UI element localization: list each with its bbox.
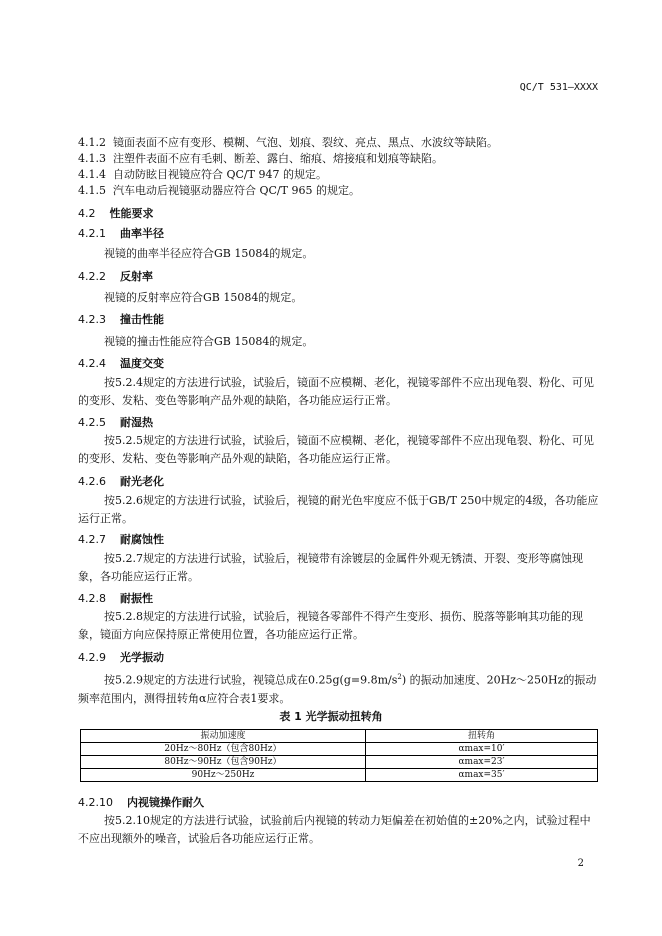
section-title: 耐光老化	[120, 475, 164, 488]
section-heading-4-2-6	[78, 473, 164, 489]
clause-text: 镜面表面不应有变形、模糊、气泡、划痕、裂纹、亮点、黑点、水波纹等缺陷。	[113, 136, 498, 149]
section-number: 4.2.6	[78, 475, 106, 488]
section-number: 4.2	[78, 207, 96, 220]
superscript: 2	[397, 673, 402, 681]
paragraph-text-part: 按5.2.9规定的方法进行试验，视镜总成在0.25g(g=9.8m/s	[104, 673, 398, 687]
clause-number: 4.1.2	[78, 136, 106, 149]
clause-4-1-4	[78, 168, 327, 182]
section-heading-4-2-2	[78, 268, 153, 284]
section-title: 曲率半径	[120, 227, 164, 240]
table-cell: αmax=10′	[366, 743, 598, 756]
section-number: 4.2.5	[78, 416, 106, 429]
section-heading-4-2-5	[78, 414, 153, 430]
clause-number: 4.1.4	[78, 168, 106, 181]
section-number: 4.2.2	[78, 270, 106, 283]
paragraph-4-2-4: 按5.2.4规定的方法进行试验，试验后，镜面不应模糊、老化，视镜零部件不应出现龟裂、粉化、可见的变形、发粘、变色等影响产品外观的缺陷，各功能应运行正常。	[78, 376, 594, 407]
paragraph-4-2-7: 按5.2.7规定的方法进行试验，试验后，视镜带有涂镀层的金属件外观无锈渍、开裂、变形等腐蚀现象，各功能应运行正常。	[78, 552, 583, 583]
clause-number: 4.1.3	[78, 152, 106, 165]
table-cell: 20Hz～80Hz（包含80Hz）	[81, 743, 366, 756]
section-number: 4.2.8	[78, 592, 106, 605]
section-title: 光学振动	[120, 651, 164, 664]
section-title: 温度交变	[120, 357, 164, 370]
vibration-table	[80, 729, 598, 782]
paragraph-4-2-9	[78, 668, 600, 708]
section-heading-4-2-9	[78, 649, 164, 665]
clause-4-1-5	[78, 184, 360, 198]
paragraph-4-2-6: 按5.2.6规定的方法进行试验，试验后，视镜的耐光色牢度应不低于GB/T 250中规定的4级，各功能应运行正常。	[78, 494, 599, 525]
table-caption: 表 1 光学振动扭转角	[279, 710, 383, 723]
section-heading-4-2-3	[78, 311, 164, 327]
section-heading-4-2-7	[78, 531, 164, 547]
paragraph-4-2-3: 视镜的撞击性能应符合GB 15084的规定。	[104, 335, 314, 348]
section-heading-4-2-1	[78, 225, 164, 241]
section-title: 耐湿热	[120, 416, 153, 429]
paragraph-4-2-8: 按5.2.8规定的方法进行试验，试验后，视镜各零部件不得产生变形、损伤、脱落等影响其功能的现象，镜面方向应保持原正常使用位置，各功能应运行正常。	[78, 610, 583, 641]
table-header-row	[81, 730, 598, 743]
table-cell: αmax=35′	[366, 769, 598, 782]
table-cell: 80Hz～90Hz（包含90Hz）	[81, 756, 366, 769]
section-number: 4.2.10	[78, 796, 113, 809]
clause-4-1-2	[78, 136, 498, 150]
section-number: 4.2.4	[78, 357, 106, 370]
column-header: 振动加速度	[81, 730, 366, 743]
section-title: 耐腐蚀性	[120, 533, 164, 546]
column-header: 扭转角	[366, 730, 598, 743]
section-heading-4-2-8	[78, 590, 153, 606]
section-title: 反射率	[120, 270, 153, 283]
paragraph-4-2-10: 按5.2.10规定的方法进行试验，试验前后内视镜的转动力矩偏差在初始值的±20%之内，试验过程中不应出现额外的噪音，试验后各功能应运行正常。	[78, 814, 591, 845]
table-row	[81, 743, 598, 756]
clause-number: 4.1.5	[78, 184, 106, 197]
section-heading-4-2-4	[78, 355, 164, 371]
section-number: 4.2.9	[78, 651, 106, 664]
clause-text: 自动防眩目视镜应符合 QC/T 947 的规定。	[113, 168, 327, 181]
section-heading-4-2	[78, 205, 154, 221]
paragraph-4-2-1: 视镜的曲率半径应符合GB 15084的规定。	[104, 247, 314, 260]
section-heading-4-2-10	[78, 794, 204, 810]
section-number: 4.2.3	[78, 313, 106, 326]
clause-text: 注塑件表面不应有毛刺、断差、露白、缩痕、熔接痕和划痕等缺陷。	[113, 152, 443, 165]
section-title: 撞击性能	[120, 313, 164, 326]
section-title: 耐振性	[120, 592, 153, 605]
table-row	[81, 756, 598, 769]
paragraph-4-2-2: 视镜的反射率应符合GB 15084的规定。	[104, 291, 303, 304]
table-cell: αmax=23′	[366, 756, 598, 769]
paragraph-4-2-5: 按5.2.5规定的方法进行试验，试验后，镜面不应模糊、老化，视镜零部件不应出现龟裂、粉化、可见的变形、发粘、变色等影响产品外观的缺陷，各功能应运行正常。	[78, 434, 594, 465]
page-number: 2	[577, 858, 584, 869]
clause-text: 汽车电动后视镜驱动器应符合 QC/T 965 的规定。	[113, 184, 360, 197]
clause-4-1-3	[78, 152, 443, 166]
standard-code: QC/T 531—XXXX	[519, 82, 598, 93]
section-title: 性能要求	[109, 207, 154, 220]
section-number: 4.2.1	[78, 227, 106, 240]
table-cell: 90Hz～250Hz	[81, 769, 366, 782]
paragraph-text-part: ) 的振动加速度、20Hz～250Hz的振动频率范围内，测得扭转角α应符合表1要求。	[78, 673, 597, 705]
table-row	[81, 769, 598, 782]
section-title: 内视镜操作耐久	[127, 796, 204, 809]
section-number: 4.2.7	[78, 533, 106, 546]
